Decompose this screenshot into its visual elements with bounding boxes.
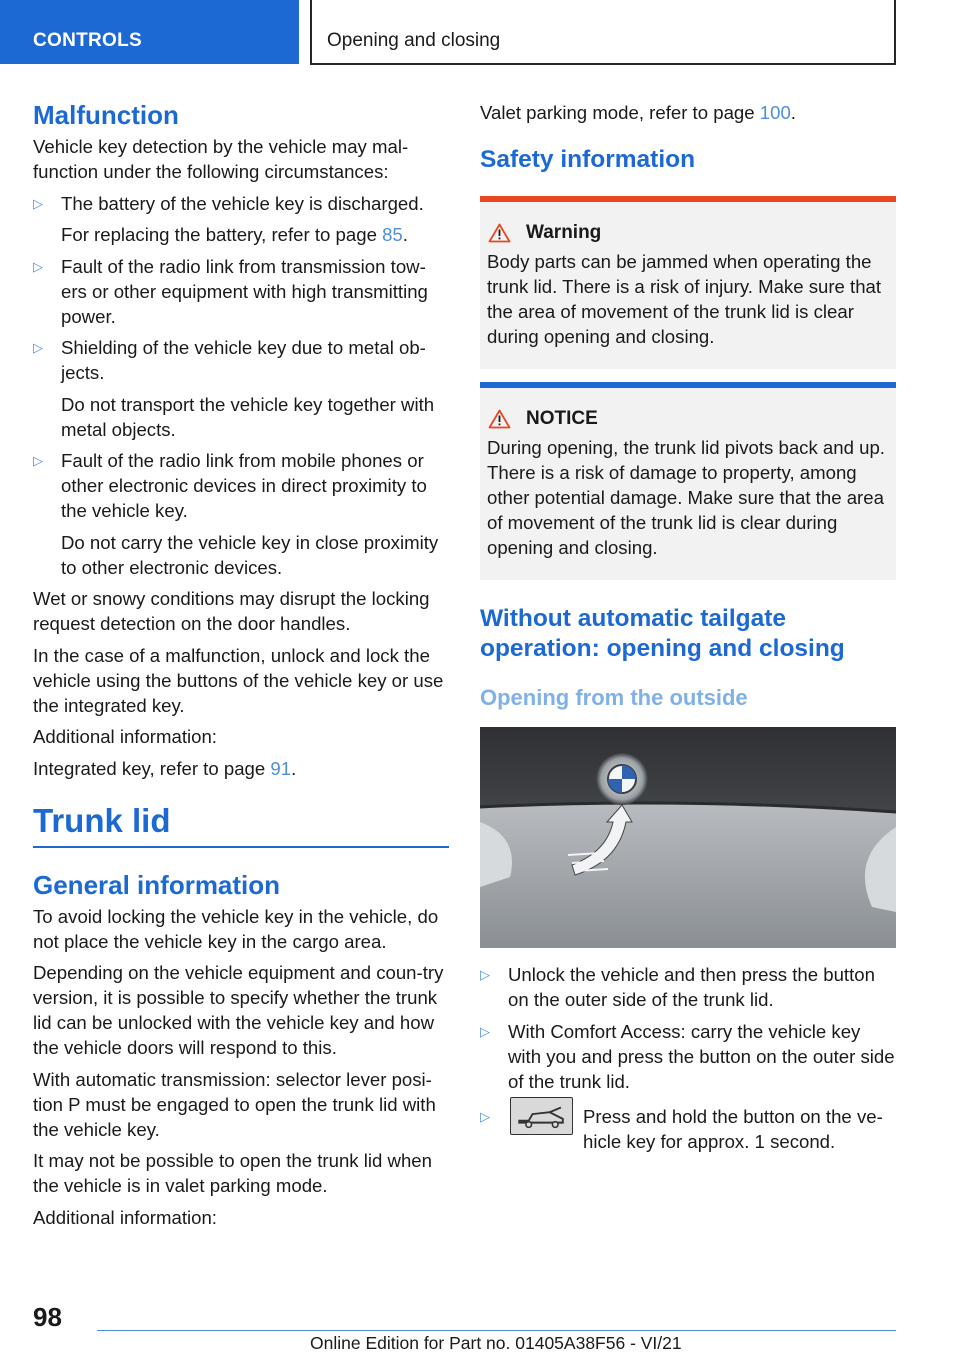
list-item: ▷ Fault of the radio link from transmission tow-ers or other equipment with high transmitting power. (33, 255, 428, 327)
list-item: ▷ The battery of the vehicle key is discharged. For replacing the battery, refer to page 85. (33, 192, 424, 245)
malfunction-list (33, 191, 449, 580)
trunk-para-5: Additional information: (33, 1206, 217, 1228)
right-column (480, 100, 896, 1160)
footer-rule (97, 1330, 896, 1331)
opening-from-outside-heading: Opening from the outside (480, 685, 748, 710)
trunk-key-button-icon (510, 1097, 573, 1135)
malfunction-intro: Vehicle key detection by the vehicle may mal-function under the following circumstances: (33, 136, 409, 182)
valet-reference: Valet parking mode, refer to page 100. (480, 102, 796, 123)
page-link-85[interactable]: 85 (382, 224, 403, 245)
opening-steps-list (480, 962, 896, 1094)
page-number: 98 (33, 1302, 62, 1332)
bullet-triangle-icon: ▷ (33, 195, 43, 211)
footer-edition: Online Edition for Part no. 01405A38F56 - VI/21 (310, 1333, 682, 1353)
page-link-100[interactable]: 100 (759, 102, 791, 123)
notice-text: During opening, the trunk lid pivots back and up. There is a risk of damage to property, among other potential damage. Make sure that the area of movement of the trunk lid is clear during opening and closing. (487, 437, 885, 558)
trunk-para-1: To avoid locking the vehicle key in the vehicle, do not place the vehicle key in the cargo area. (33, 905, 439, 952)
key-button-step (480, 1104, 896, 1154)
notice-title: NOTICE (526, 408, 598, 429)
bullet-triangle-icon: ▷ (480, 1108, 490, 1124)
malfunction-para-wet: Wet or snowy conditions may disrupt the locking request detection on the door handles. (33, 588, 430, 634)
malfunction-heading: Malfunction (33, 100, 179, 130)
general-information-heading: General information (33, 869, 281, 900)
header-section-tab (0, 0, 299, 64)
warning-triangle-icon (488, 223, 511, 243)
list-item: ▷ With Comfort Access: carry the vehicle key with you and press the button on the outer side of the trunk lid. (480, 1020, 895, 1092)
list-item: ▷ Shielding of the vehicle key due to metal ob-jects. Do not transport the vehicle key together with metal objects. (33, 337, 435, 440)
notice-box (480, 382, 896, 580)
left-column (33, 100, 449, 1236)
list-item: ▷ Fault of the radio link from mobile phones or other electronic devices in direct proximity to the vehicle key. Do not carry the vehicle key in close proximity to other electronic devices. (33, 450, 439, 578)
malfunction-additional-label: Additional information: (33, 726, 217, 747)
warning-title: Warning (526, 222, 602, 243)
trunk-para-3: With automatic transmission: selector lever posi-tion P must be engaged to open the trunk lid with the vehicle key. (33, 1068, 436, 1140)
list-item: ▷ Unlock the vehicle and then press the button on the outer side of the trunk lid. (480, 964, 875, 1010)
header-section-label: CONTROLS (33, 30, 143, 51)
notice-triangle-icon (488, 409, 511, 429)
malfunction-para-unlock: In the case of a malfunction, unlock and lock the vehicle using the buttons of the vehicle key or use the integrated key. (33, 644, 444, 716)
bullet-triangle-icon: ▷ (33, 258, 43, 274)
bullet-triangle-icon: ▷ (480, 967, 490, 982)
header-chapter-box (310, 0, 896, 65)
safety-information-heading: Safety information (480, 146, 696, 173)
bullet-triangle-icon: ▷ (33, 453, 43, 468)
without-automatic-tailgate-heading: Without automatic tailgate operation: opening and closing (480, 605, 845, 662)
warning-text: Body parts can be jammed when operating the trunk lid. There is a risk of injury. Make sure that the area of movement of the trunk lid is clear during opening and closing. (487, 251, 882, 347)
trunk-button-photo (480, 727, 896, 948)
trunk-para-4: It may not be possible to open the trunk lid when the vehicle is in valet parking mode. (33, 1150, 432, 1196)
page-link-91[interactable]: 91 (270, 757, 292, 779)
key-button-text: Press and hold the button on the ve-hicle key for approx. 1 second. (583, 1105, 883, 1152)
integrated-key-reference: Integrated key, refer to page 91. (33, 757, 297, 779)
header-chapter-label: Opening and closing (327, 30, 501, 51)
bullet-triangle-icon: ▷ (33, 340, 43, 355)
bullet-triangle-icon: ▷ (480, 1023, 490, 1039)
trunk-lid-heading: Trunk lid (33, 801, 449, 848)
trunk-para-2: Depending on the vehicle equipment and coun-try version, it is possible to specify whether the trunk lid can be unlocked with the vehicle key and how the vehicle doors will respond to this. (33, 962, 444, 1058)
warning-box (480, 196, 896, 369)
